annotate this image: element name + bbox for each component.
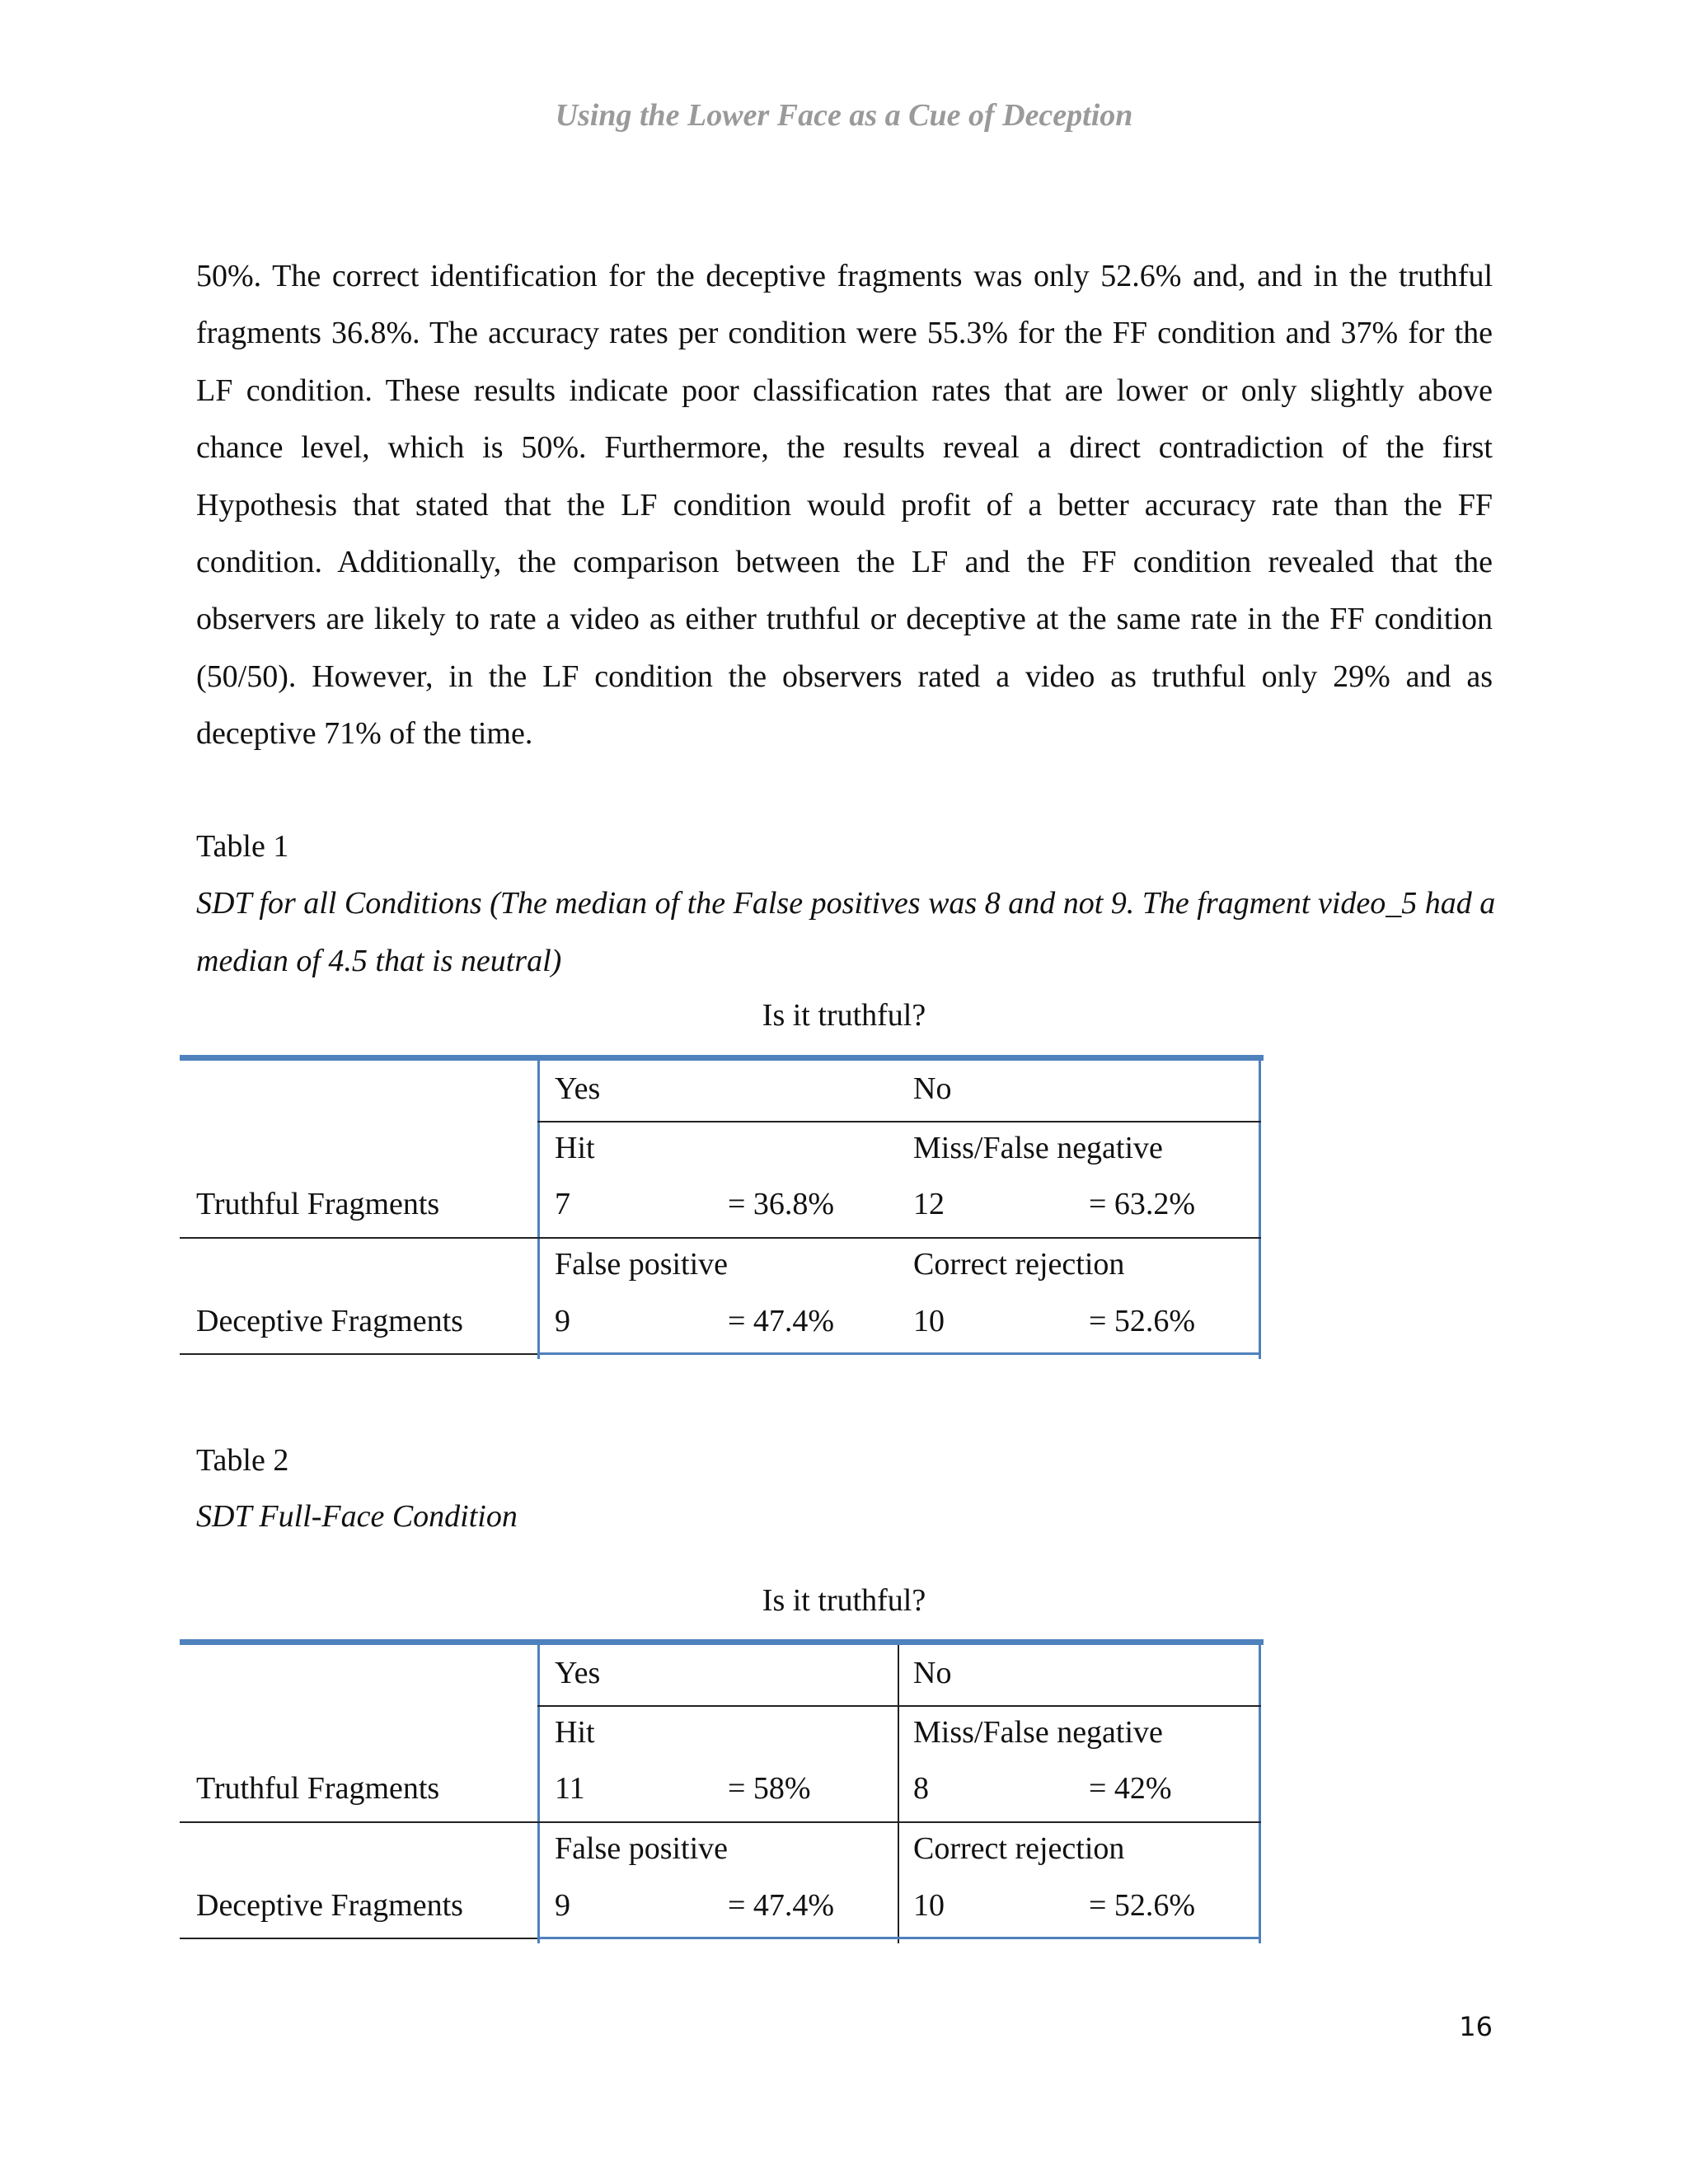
cell-count: 10 — [913, 1888, 945, 1923]
cell-count: 12 — [913, 1187, 945, 1221]
row-label: Truthful Fragments — [196, 1187, 440, 1221]
cell-count: 8 — [913, 1771, 929, 1806]
cell-percent: = 52.6% — [1089, 1888, 1196, 1923]
table-rule — [537, 1352, 1261, 1355]
body-paragraph: 50%. The correct identification for the deceptive fragments was only 52.6% and, and in the truthful fragments 36.8%. The accuracy rates per condition were 55.3% for the FF condition and 37% for the LF condition. These results indicate poor classification rates that are lower or only slightly above chance level, which is 50%. Furthermore, the results reveal a direct contradiction of the first Hypothesis that stated that the LF condition would profit of a better accuracy rate than the FF condition. Additionally, the comparison between the LF and the FF condition revealed that the observers are likely to rate a video as either truthful or deceptive at the same rate in the FF condition (50/50). However, in the LF condition the observers rated a video as truthful only 29% and as deceptive 71% of the time. — [196, 259, 1493, 752]
table-2-header: Is it truthful? — [762, 1583, 926, 1618]
cell-label: Miss/False negative — [913, 1715, 1163, 1750]
cell-percent: = 58% — [728, 1771, 811, 1806]
cell-label: Hit — [555, 1131, 595, 1165]
table-divider — [1259, 1061, 1261, 1359]
table-1-caption: SDT for all Conditions (The median of the False positives was 8 and not 9. The fragment video_5 had a median of 4.5 that is neutral) — [196, 886, 1496, 978]
cell-percent: = 36.8% — [728, 1187, 835, 1221]
table-rule — [180, 1821, 1261, 1823]
sdt-table-1 — [180, 1055, 1264, 1359]
cell-percent: = 47.4% — [728, 1888, 835, 1923]
cell-count: 11 — [555, 1771, 585, 1806]
cell-label: False positive — [555, 1831, 729, 1866]
sdt-table-2 — [180, 1639, 1264, 1943]
page-number: 16 — [1459, 2011, 1493, 2042]
col-yes-header: Yes — [555, 1071, 601, 1106]
table-divider — [537, 1061, 540, 1359]
row-label: Deceptive Fragments — [196, 1888, 463, 1923]
table-rule — [180, 1237, 1261, 1239]
table-divider — [898, 1645, 899, 1943]
cell-label: Miss/False negative — [913, 1131, 1163, 1165]
cell-label: Correct rejection — [913, 1831, 1125, 1866]
table-rule — [180, 1938, 539, 1939]
cell-count: 9 — [555, 1304, 570, 1338]
table-rule — [180, 1353, 539, 1355]
col-yes-header: Yes — [555, 1656, 601, 1690]
cell-count: 7 — [555, 1187, 570, 1221]
cell-label: Hit — [555, 1715, 595, 1750]
cell-label: False positive — [555, 1247, 729, 1282]
table-rule — [537, 1705, 1261, 1707]
col-no-header: No — [913, 1071, 952, 1106]
table-divider — [1259, 1645, 1261, 1943]
cell-percent: = 42% — [1089, 1771, 1172, 1806]
table-divider — [537, 1645, 540, 1943]
cell-count: 10 — [913, 1304, 945, 1338]
col-no-header: No — [913, 1656, 952, 1690]
cell-count: 9 — [555, 1888, 570, 1923]
row-label: Deceptive Fragments — [196, 1304, 463, 1338]
cell-percent: = 63.2% — [1089, 1187, 1196, 1221]
cell-label: Correct rejection — [913, 1247, 1125, 1282]
row-label: Truthful Fragments — [196, 1771, 440, 1806]
table-rule — [537, 1937, 1261, 1939]
cell-percent: = 52.6% — [1089, 1304, 1196, 1338]
running-head: Using the Lower Face as a Cue of Deception — [555, 98, 1133, 133]
cell-percent: = 47.4% — [728, 1304, 835, 1338]
table-2-label: Table 2 — [196, 1443, 289, 1478]
table-1-header: Is it truthful? — [762, 998, 926, 1033]
table-rule — [537, 1121, 1261, 1122]
table-1-label: Table 1 — [196, 829, 289, 864]
table-2-caption: SDT Full-Face Condition — [196, 1499, 518, 1534]
